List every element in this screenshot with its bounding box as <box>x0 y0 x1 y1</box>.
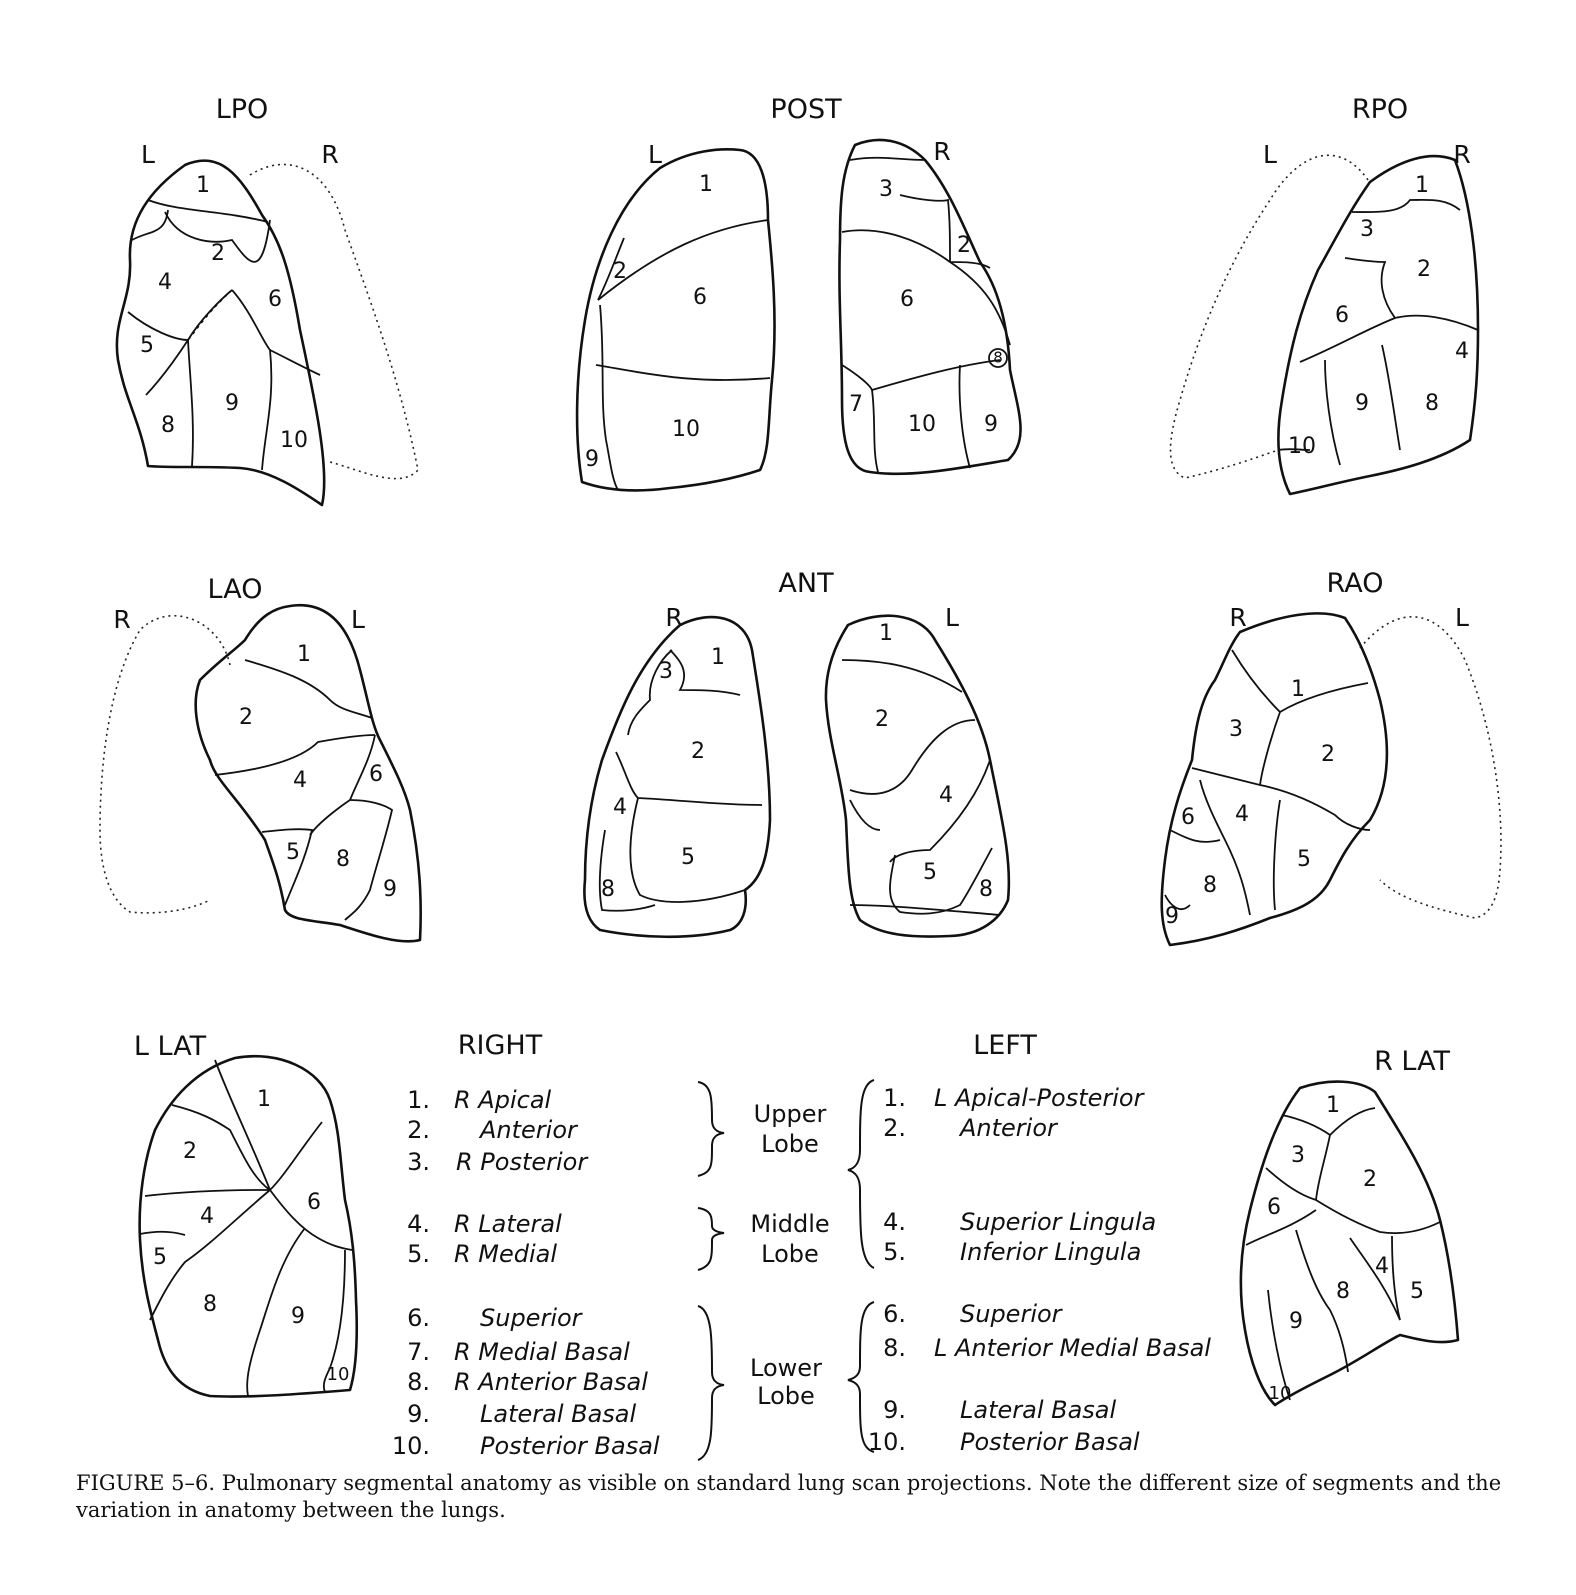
legend-left-name: L Apical-Posterior <box>934 1084 1144 1112</box>
view-title-post: POST <box>770 94 842 125</box>
seg-label: 5 <box>1297 847 1311 872</box>
seg-label: 2 <box>1363 1167 1377 1192</box>
legend-right-num: 7. <box>407 1338 430 1366</box>
side-label-lpo-left: L <box>141 140 155 169</box>
figure-caption: FIGURE 5–6. Pulmonary segmental anatomy as visible on standard lung scan projections. Note the different size of segments and the variation in anatomy between the lungs. <box>76 1471 1502 1522</box>
seg-label: 9 <box>1355 391 1369 416</box>
seg-label: 10 <box>326 1364 350 1385</box>
legend-left-num: 6. <box>883 1300 906 1328</box>
seg-label: 6 <box>268 287 282 312</box>
legend-right-name: R Apical <box>454 1086 552 1114</box>
seg-label: 6 <box>693 285 707 310</box>
seg-label: 10 <box>1268 1383 1292 1404</box>
seg-label: 1 <box>297 642 311 667</box>
side-label-rao-left: R <box>1229 603 1247 632</box>
seg-label: 4 <box>158 270 172 295</box>
view-title-l-lat: L LAT <box>133 1031 207 1062</box>
seg-label: 2 <box>239 705 253 730</box>
seg-label: 3 <box>879 177 893 202</box>
brace-right-middle <box>698 1208 724 1270</box>
brace-left-upper-middle <box>848 1080 874 1268</box>
legend-right-name: Superior <box>480 1304 582 1332</box>
legend-left-num: 8. <box>883 1334 906 1362</box>
seg-label: 9 <box>1289 1309 1303 1334</box>
legend-right-name: Anterior <box>480 1116 577 1144</box>
seg-label: 4 <box>1235 802 1249 827</box>
seg-label: 9 <box>291 1304 305 1329</box>
view-lao <box>100 574 421 941</box>
legend-right-num: 10. <box>391 1432 430 1460</box>
seg-label: 5 <box>681 845 695 870</box>
lobe-label-lower-line1: Lower <box>750 1354 822 1382</box>
seg-label: 3 <box>1291 1143 1305 1168</box>
seg-label: 8 <box>993 348 1003 367</box>
seg-label: 5 <box>153 1245 167 1270</box>
view-title-lao: LAO <box>207 574 263 605</box>
seg-label: 3 <box>659 659 673 684</box>
side-label-lpo-right: R <box>321 140 339 169</box>
seg-label: 1 <box>1326 1093 1340 1118</box>
seg-label: 1 <box>879 621 893 646</box>
legend-left-num: 2. <box>883 1114 906 1142</box>
legend-left-name: Inferior Lingula <box>960 1238 1142 1266</box>
legend-left-num: 1. <box>883 1084 906 1112</box>
seg-label: 5 <box>140 333 154 358</box>
legend-right-num: 9. <box>407 1400 430 1428</box>
view-title-lpo: LPO <box>215 94 269 125</box>
view-l-lat <box>134 1031 357 1397</box>
view-r-lat <box>1241 1046 1458 1405</box>
seg-label: 6 <box>1181 805 1195 830</box>
seg-label: 2 <box>183 1139 197 1164</box>
seg-label: 3 <box>1229 717 1243 742</box>
legend-right-num: 2. <box>407 1116 430 1144</box>
legend-right-name: R Medial <box>454 1240 558 1268</box>
legend-left-name: L Anterior Medial Basal <box>934 1334 1211 1362</box>
seg-label: 8 <box>979 877 993 902</box>
seg-label: 8 <box>336 847 350 872</box>
seg-label: 6 <box>369 762 383 787</box>
seg-label: 6 <box>1335 303 1349 328</box>
side-label-ant-left: R <box>665 603 683 632</box>
seg-label: 5 <box>286 840 300 865</box>
legend-heading-left: LEFT <box>973 1030 1037 1061</box>
legend-right-num: 1. <box>407 1086 430 1114</box>
seg-label: 10 <box>672 417 700 442</box>
seg-label: 6 <box>900 287 914 312</box>
seg-label: 2 <box>1417 257 1431 282</box>
legend-right-name: Posterior Basal <box>480 1432 660 1460</box>
side-label-post-right: R <box>933 137 951 166</box>
lobe-label-middle-line1: Middle <box>750 1210 830 1238</box>
brace-right-upper <box>698 1082 724 1176</box>
view-title-rpo: RPO <box>1351 94 1409 125</box>
legend-left-name: Lateral Basal <box>960 1396 1117 1424</box>
lobe-label-upper-line1: Upper <box>753 1100 827 1128</box>
legend-right-num: 4. <box>407 1210 430 1238</box>
view-ant <box>584 568 1009 937</box>
seg-label: 8 <box>161 413 175 438</box>
seg-label: 4 <box>1455 339 1469 364</box>
lobe-label-middle-line2: Lobe <box>761 1240 819 1268</box>
seg-label: 2 <box>957 233 971 258</box>
view-title-rao: RAO <box>1326 568 1384 599</box>
lobe-label-upper-line2: Lobe <box>761 1130 819 1158</box>
side-label-ant-right: L <box>945 603 959 632</box>
seg-label: 5 <box>923 860 937 885</box>
legend-right-num: 5. <box>407 1240 430 1268</box>
seg-label: 7 <box>849 392 863 417</box>
legend-heading-right: RIGHT <box>457 1030 543 1061</box>
ghost-lung-lpo <box>250 164 418 478</box>
legend-right-num: 6. <box>407 1304 430 1332</box>
view-lpo <box>117 94 418 505</box>
side-label-rpo-right: R <box>1453 140 1471 169</box>
seg-label: 1 <box>1415 173 1429 198</box>
seg-label: 4 <box>613 795 627 820</box>
legend-right-num: 8. <box>407 1368 430 1396</box>
seg-label: 10 <box>908 412 936 437</box>
lung-outline-r-lat <box>1241 1082 1458 1405</box>
seg-label: 8 <box>1203 873 1217 898</box>
seg-label: 1 <box>257 1087 271 1112</box>
side-label-lao-right: L <box>351 605 365 634</box>
seg-label: 3 <box>1360 217 1374 242</box>
lobe-label-lower-line2: Lobe <box>757 1382 815 1410</box>
legend-right-name: R Medial Basal <box>454 1338 630 1366</box>
seg-label: 5 <box>1410 1279 1424 1304</box>
legend-right-name: R Posterior <box>456 1148 588 1176</box>
seg-label: 9 <box>1165 904 1179 929</box>
legend-right-num: 3. <box>407 1148 430 1176</box>
seg-label: 4 <box>1375 1254 1389 1279</box>
view-rpo <box>1170 94 1478 494</box>
side-label-rpo-left: L <box>1263 140 1277 169</box>
seg-label: 9 <box>585 447 599 472</box>
legend-right-name: R Lateral <box>454 1210 562 1238</box>
legend-left-name: Superior Lingula <box>960 1208 1157 1236</box>
segment-legend <box>392 1030 1211 1460</box>
seg-label: 6 <box>307 1190 321 1215</box>
legend-left-name: Posterior Basal <box>960 1428 1140 1456</box>
legend-left-name: Superior <box>960 1300 1062 1328</box>
seg-label: 1 <box>1291 677 1305 702</box>
seg-label: 1 <box>711 645 725 670</box>
side-label-lao-left: R <box>113 605 131 634</box>
seg-label: 8 <box>1336 1279 1350 1304</box>
seg-label: 2 <box>691 739 705 764</box>
seg-label: 4 <box>200 1204 214 1229</box>
legend-left-num: 5. <box>883 1238 906 1266</box>
seg-label: 8 <box>1425 391 1439 416</box>
seg-label: 1 <box>699 172 713 197</box>
seg-label: 9 <box>225 391 239 416</box>
seg-label: 1 <box>196 173 210 198</box>
legend-left-name: Anterior <box>960 1114 1057 1142</box>
seg-label: 6 <box>1267 1195 1281 1220</box>
seg-label: 4 <box>293 768 307 793</box>
view-title-ant: ANT <box>778 568 834 599</box>
seg-label: 9 <box>984 412 998 437</box>
side-label-post-left: L <box>648 140 662 169</box>
legend-right-name: R Anterior Basal <box>454 1368 648 1396</box>
seg-label: 9 <box>383 877 397 902</box>
lung-outline-l-lat <box>140 1056 357 1396</box>
legend-left-num: 10. <box>867 1428 906 1456</box>
seg-label: 4 <box>939 783 953 808</box>
seg-label: 2 <box>875 707 889 732</box>
seg-label: 10 <box>280 428 308 453</box>
legend-left-num: 4. <box>883 1208 906 1236</box>
seg-label: 10 <box>1288 434 1316 459</box>
seg-label: 8 <box>601 877 615 902</box>
seg-label: 8 <box>203 1292 217 1317</box>
seg-label: 2 <box>1321 742 1335 767</box>
side-label-rao-right: L <box>1455 603 1469 632</box>
view-post <box>577 94 1020 490</box>
legend-right-name: Lateral Basal <box>480 1400 637 1428</box>
seg-label: 2 <box>211 241 225 266</box>
view-title-r-lat: R LAT <box>1374 1046 1450 1077</box>
seg-label: 2 <box>613 259 627 284</box>
view-rao <box>1162 568 1501 945</box>
brace-right-lower <box>698 1306 724 1460</box>
ghost-lung-rao <box>1360 617 1501 918</box>
legend-left-num: 9. <box>883 1396 906 1424</box>
